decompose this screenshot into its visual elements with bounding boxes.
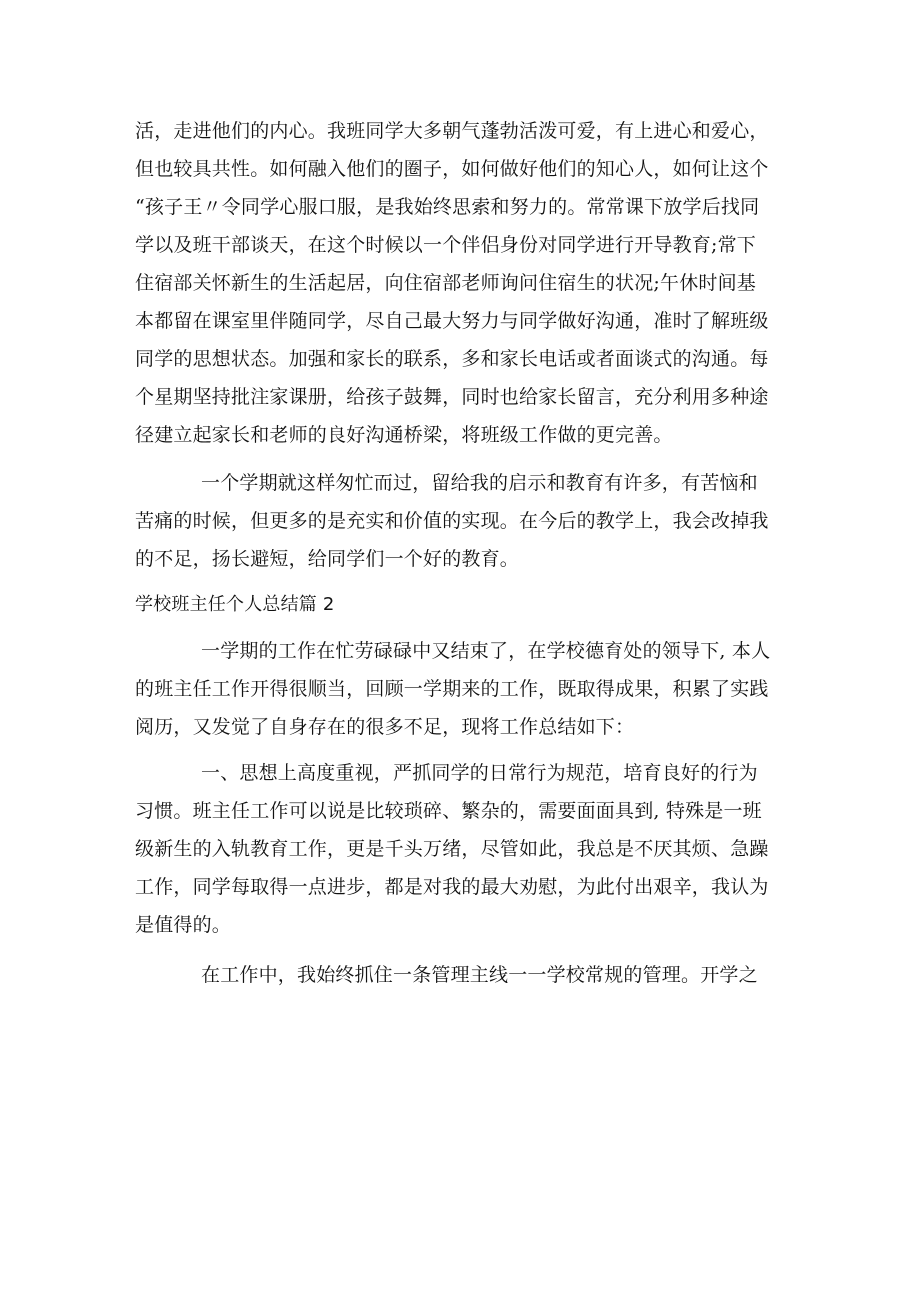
paragraph-line: 一学期的工作在忙劳碌碌中又结束了，在学校德育处的领导下, 本人	[201, 640, 771, 662]
paragraph-5	[135, 956, 790, 994]
paragraph-line: 阅历，又发觉了自身存在的很多不足，现将工作总结如下：	[135, 716, 635, 738]
paragraph-line: 苦痛的时候，但更多的是充实和价值的实现。在今后的教学上，我会改掉我	[135, 510, 769, 532]
paragraph-2	[135, 464, 790, 578]
paragraph-line: 学以及班干部谈天，在这个时候以一个伴侣身份对同学进行开导教育;常下	[135, 234, 757, 256]
paragraph-line: 同学的思想状态。加强和家长的联系，多和家长电话或者面谈式的沟通。每	[135, 348, 769, 370]
paragraph-3	[135, 632, 790, 746]
paragraph-line: 的班主任工作开得很顺当，回顾一学期来的工作，既取得成果，积累了实践	[135, 678, 769, 700]
paragraph-4	[135, 754, 790, 944]
paragraph-line: 本都留在课室里伴随同学，尽自己最大努力与同学做好沟通，准时了解班级	[135, 310, 769, 332]
paragraph-1	[135, 112, 790, 454]
paragraph-line: 工作，同学每取得一点进步，都是对我的最大劝慰，为此付出艰辛，我认为	[135, 876, 769, 898]
paragraph-line: 一个学期就这样匆忙而过，留给我的启示和教育有许多，有苦恼和	[201, 472, 758, 494]
paragraph-line: 径建立起家长和老师的良好沟通桥梁，将班级工作做的更完善。	[135, 424, 673, 446]
paragraph-line: 习惯。班主任工作可以说是比较琐碎、繁杂的，需要面面具到, 特殊是一班	[135, 800, 762, 822]
paragraph-line: 但也较具共性。如何融入他们的圈子，如何做好他们的知心人，如何让这个	[135, 158, 769, 180]
paragraph-line: 的不足，扬长避短，给同学们一个好的教育。	[135, 548, 520, 570]
paragraph-line: 住宿部关怀新生的生活起居，向住宿部老师询问住宿生的状况;午休时间基	[135, 272, 757, 294]
paragraph-line: “孩子王〃令同学心服口服，是我始终思索和努力的。常常课下放学后找同	[135, 196, 760, 218]
paragraph-line: 是值得的。	[135, 914, 232, 936]
paragraph-line: 一、思想上高度重视，严抓同学的日常行为规范，培育良好的行为	[201, 762, 758, 784]
paragraph-line: 级新生的入轨教育工作，更是千头万绪，尽管如此，我总是不厌其烦、急躁	[135, 838, 769, 860]
section-heading: 学校班主任个人总结篇 2	[135, 594, 335, 615]
paragraph-line: 个星期坚持批注家课册，给孩子鼓舞，同时也给家长留言，充分利用多种途	[135, 386, 769, 408]
document-page	[135, 112, 790, 994]
paragraph-line: 活，走进他们的内心。我班同学大多朝气蓬勃活泼可爱，有上进心和爱心，	[135, 120, 769, 142]
paragraph-line: 在工作中，我始终抓住一条管理主线一一学校常规的管理。开学之	[201, 964, 758, 986]
